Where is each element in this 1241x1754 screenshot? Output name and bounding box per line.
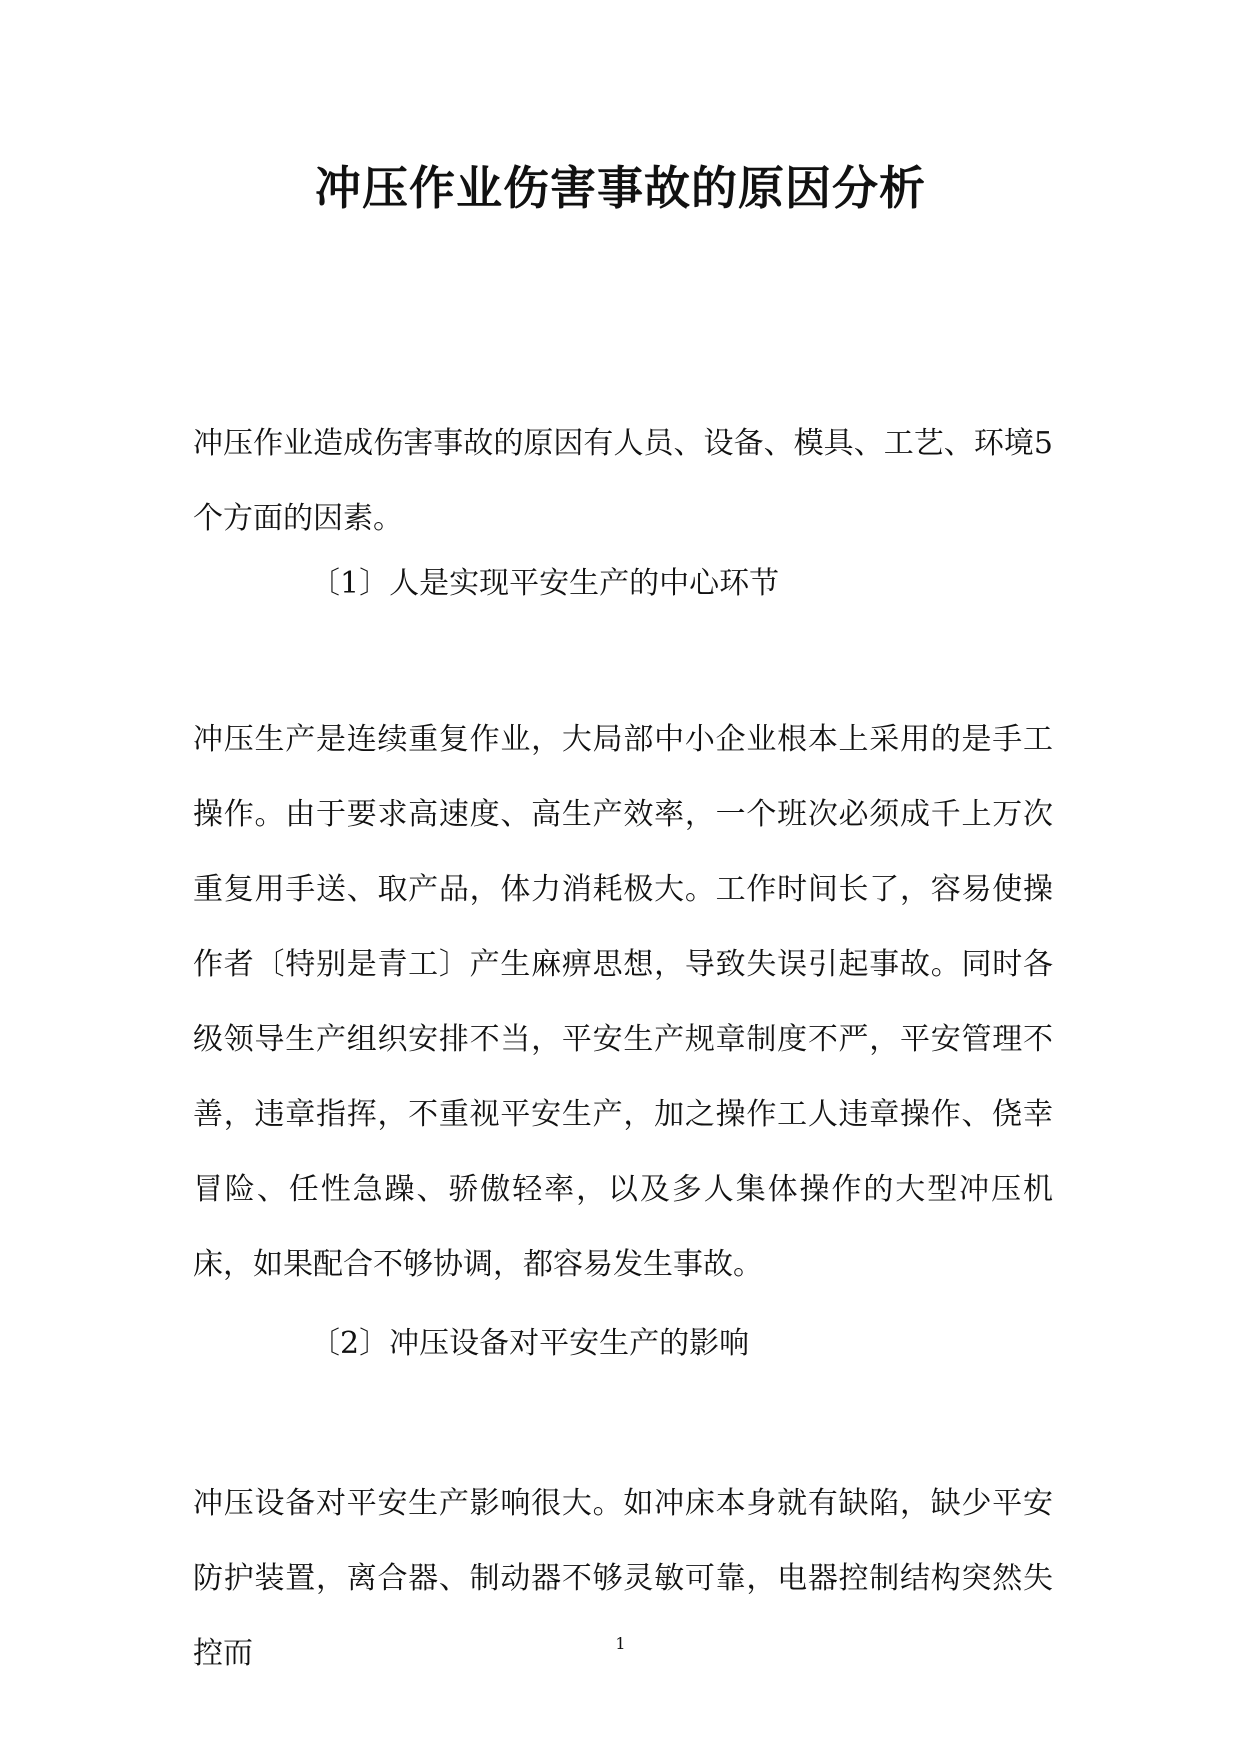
page-title: 冲压作业伤害事故的原因分析 xyxy=(315,161,926,215)
paragraph-intro: 冲压作业造成伤害事故的原因有人员、设备、模具、工艺、环境5个方面的因素。 xyxy=(193,426,1053,536)
section-heading-1: 〔1〕人是实现平安生产的中心环节 xyxy=(310,566,780,601)
page-number: 1 xyxy=(615,1634,626,1653)
paragraph-human-factors: 冲压生产是连续重复作业，大局部中小企业根本上采用的是手工操作。由于要求高速度、高生产效率，一个班次必须成千上万次重复用手送、取产品，体力消耗极大。工作时间长了，容易使操作者〔特别是青工〕产生麻痹思想，导致失误引起事故。同时各级领导生产组织安排不当，平安生产规章制度不严，平安管理不善，违章指挥，不重视平安生产，加之操作工人违章操作、侥幸冒险、任性急躁、骄傲轻率，以及多人集体操作的大型冲压机床，如果配合不够协调，都容易发生事故。 xyxy=(193,722,1053,1282)
paragraph-equipment: 冲压设备对平安生产影响很大。如冲床本身就有缺陷，缺少平安防护装置，离合器、制动器不够灵敏可靠，电器控制结构突然失控而 xyxy=(193,1486,1053,1671)
section-heading-2: 〔2〕冲压设备对平安生产的影响 xyxy=(310,1326,750,1361)
